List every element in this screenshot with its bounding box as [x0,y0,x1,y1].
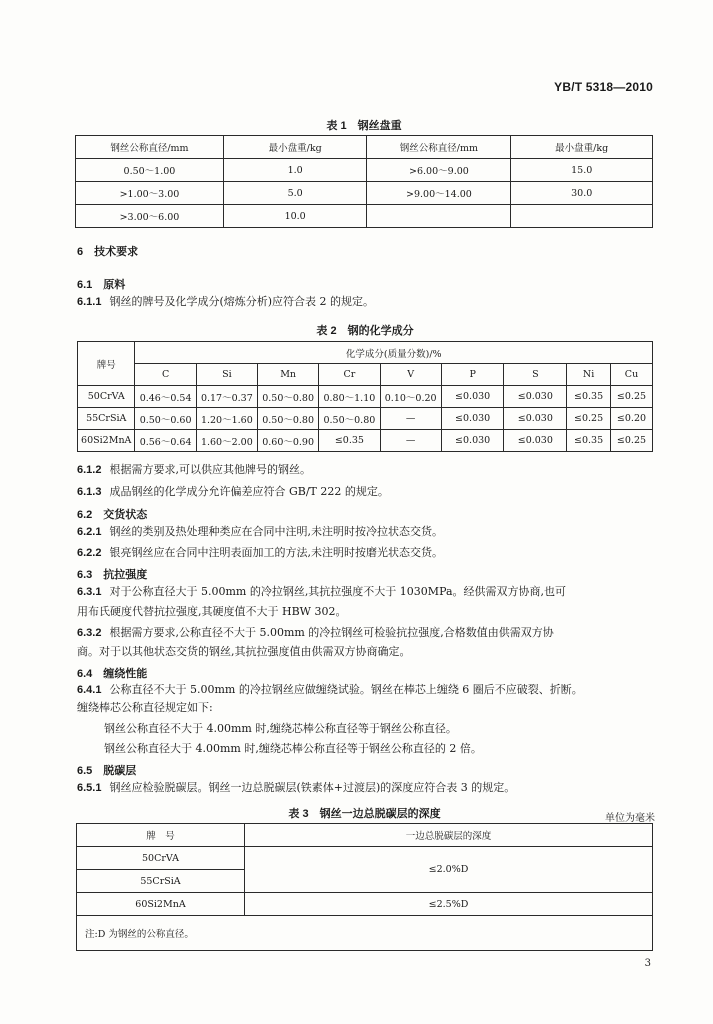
table-header-cell: 牌 号 [77,824,245,847]
clause-text: 钢丝应检验脱碳层。钢丝一边总脱碳层(铁素体+过渡层)的深度应符合表 3 的规定。 [109,781,516,794]
section-heading-6-2: 6.2 交货状态 [77,509,148,521]
table-header-cell: S [504,364,567,386]
section-heading-6: 6 技术要求 [77,246,139,258]
clause-6-3-2-cont [77,643,657,661]
table-cell: 0.17～0.37 [196,386,257,408]
clause-6-4-1-cont [77,699,657,717]
table-cell: 15.0 [511,159,653,182]
table-cell: 60Si2MnA [77,893,245,916]
clause-text: 成品钢丝的化学成分允许偏差应符合 GB/T 222 的规定。 [109,485,389,498]
table-header-row [78,342,653,364]
table-row [77,893,653,916]
clause-6-5-1 [77,779,657,797]
table-row [77,847,653,870]
section-heading-6-5: 6.5 脱碳层 [77,765,137,777]
table-cell: — [380,408,441,430]
table-cell: ≤2.5%D [245,893,653,916]
clause-6-4-1 [77,681,657,699]
table-cell: ≤0.25 [610,386,652,408]
table-header-row [78,364,653,386]
table-cell: 50CrVA [77,847,245,870]
section-heading-6-1: 6.1 原料 [77,279,126,291]
clause-6-4-1-rule-a [104,720,684,738]
table2 [77,341,653,452]
table-cell: 0.50～0.80 [258,408,319,430]
table-cell: 55CrSiA [78,408,135,430]
table-header-cell: Cr [319,364,380,386]
table-cell: 0.50～1.00 [76,159,224,182]
table-header-row [77,824,653,847]
section-heading-6-3: 6.3 抗拉强度 [77,569,148,581]
table-row [78,408,653,430]
table3-caption: 表 3 钢丝一边总脱碳层的深度 [288,808,441,820]
table-row [78,430,653,452]
clause-text: 商。对于以其他状态交货的钢丝,其抗拉强度值由供需双方协商确定。 [77,645,411,658]
clause-6-2-1 [77,523,657,541]
clause-text: 公称直径不大于 5.00mm 的冷拉钢丝应做缠绕试验。钢丝在棒芯上缠绕 6 圈后不应破裂、折断。 [109,683,583,696]
table-header-cell: 化学成分(质量分数)/% [135,342,653,364]
table-cell: ≤0.35 [319,430,380,452]
table-cell: 30.0 [511,182,653,205]
table-cell: 1.20～1.60 [196,408,257,430]
clause-6-3-2 [77,624,657,642]
table-cell: >6.00～9.00 [367,159,511,182]
page-number: 3 [644,958,651,969]
table-cell: ≤0.030 [441,386,504,408]
table-cell [367,205,511,228]
table-cell [511,205,653,228]
clause-text: 缠绕棒芯公称直径规定如下: [77,701,213,714]
table-cell: ≤0.35 [567,430,611,452]
clause-number: 6.1.1 [77,296,102,308]
table-cell: ≤0.030 [504,408,567,430]
table-header-cell: 最小盘重/kg [511,136,653,159]
table-note: 注:D 为钢丝的公称直径。 [77,916,653,951]
table-cell: >1.00～3.00 [76,182,224,205]
table-header-cell: Mn [258,364,319,386]
table-note-row [77,916,653,951]
clause-6-3-1-cont [77,603,657,621]
table-cell: ≤0.35 [567,386,611,408]
clause-6-1-2 [77,461,657,479]
table3-unit: 单位为毫米 [605,813,655,824]
clause-text: 钢丝公称直径大于 4.00mm 时,缠绕芯棒公称直径等于钢丝公称直径的 2 倍。 [104,742,482,755]
standard-code: YB/T 5318—2010 [554,80,653,94]
table-header-cell: 最小盘重/kg [223,136,367,159]
table-cell: — [380,430,441,452]
table-header-cell: 钢丝公称直径/mm [76,136,224,159]
clause-text: 根据需方要求,公称直径不大于 5.00mm 的冷拉钢丝可检验抗拉强度,合格数值由供需双方协 [109,626,554,639]
table-cell: ≤0.030 [504,386,567,408]
clause-text: 钢丝的牌号及化学成分(熔炼分析)应符合表 2 的规定。 [109,295,375,308]
table-header-cell: 钢丝公称直径/mm [367,136,511,159]
clause-text: 钢丝的类别及热处理种类应在合同中注明,未注明时按冷拉状态交货。 [109,525,443,538]
table-header-cell: Si [196,364,257,386]
table-cell: 0.50～0.80 [319,408,380,430]
clause-6-1-3 [77,483,657,501]
table-header-cell: C [135,364,196,386]
table-row [76,159,653,182]
clause-number: 6.1.2 [77,464,102,476]
table1-caption: 表 1 钢丝盘重 [326,120,402,132]
clause-number: 6.3.2 [77,627,102,639]
clause-6-1-1 [77,293,657,311]
clause-number: 6.3.1 [77,586,102,598]
table-cell: ≤0.25 [567,408,611,430]
table-cell: 55CrSiA [77,870,245,893]
table-cell: >9.00～14.00 [367,182,511,205]
table-header-row [76,136,653,159]
table-cell: 0.80～1.10 [319,386,380,408]
clause-text: 对于公称直径大于 5.00mm 的冷拉钢丝,其抗拉强度不大于 1030MPa。经供需双方协商,也可 [109,585,567,598]
clause-6-3-1 [77,583,657,601]
table-cell: 0.50～0.80 [258,386,319,408]
table-cell: ≤0.20 [610,408,652,430]
table-cell: 50CrVA [78,386,135,408]
clause-number: 6.4.1 [77,684,102,696]
clause-text: 钢丝公称直径不大于 4.00mm 时,缠绕芯棒公称直径等于钢丝公称直径。 [104,722,457,735]
table-cell: 0.46～0.54 [135,386,196,408]
table3 [76,823,653,951]
table-cell: ≤0.030 [441,430,504,452]
table-header-cell: 牌号 [78,342,135,386]
table-row [78,386,653,408]
table-cell: 0.60～0.90 [258,430,319,452]
table-header-cell: V [380,364,441,386]
table-cell: 0.56～0.64 [135,430,196,452]
clause-text: 银亮钢丝应在合同中注明表面加工的方法,未注明时按磨光状态交货。 [109,546,443,559]
table-cell: ≤0.25 [610,430,652,452]
clause-number: 6.2.2 [77,547,102,559]
table-row [76,205,653,228]
table-cell: 1.0 [223,159,367,182]
clause-text: 用布氏硬度代替抗拉强度,其硬度值不大于 HBW 302。 [77,605,347,618]
table-header-cell: P [441,364,504,386]
table-cell: ≤0.030 [504,430,567,452]
table2-caption: 表 2 钢的化学成分 [316,325,414,337]
clause-number: 6.2.1 [77,526,102,538]
table1 [75,135,653,228]
table-header-cell: Ni [567,364,611,386]
clause-number: 6.1.3 [77,486,102,498]
clause-6-2-2 [77,544,657,562]
table-cell: ≤2.0%D [245,847,653,893]
clause-number: 6.5.1 [77,782,102,794]
table-cell: 0.10～0.20 [380,386,441,408]
table-cell: 5.0 [223,182,367,205]
table-cell: 0.50～0.60 [135,408,196,430]
table-cell: 1.60～2.00 [196,430,257,452]
table-header-cell: Cu [610,364,652,386]
section-heading-6-4: 6.4 缠绕性能 [77,668,148,680]
table-row [76,182,653,205]
table-cell: >3.00～6.00 [76,205,224,228]
clause-6-4-1-rule-b [104,740,684,758]
table-cell: 10.0 [223,205,367,228]
clause-text: 根据需方要求,可以供应其他牌号的钢丝。 [109,463,311,476]
table-header-cell: 一边总脱碳层的深度 [245,824,653,847]
table-cell: 60Si2MnA [78,430,135,452]
table-cell: ≤0.030 [441,408,504,430]
